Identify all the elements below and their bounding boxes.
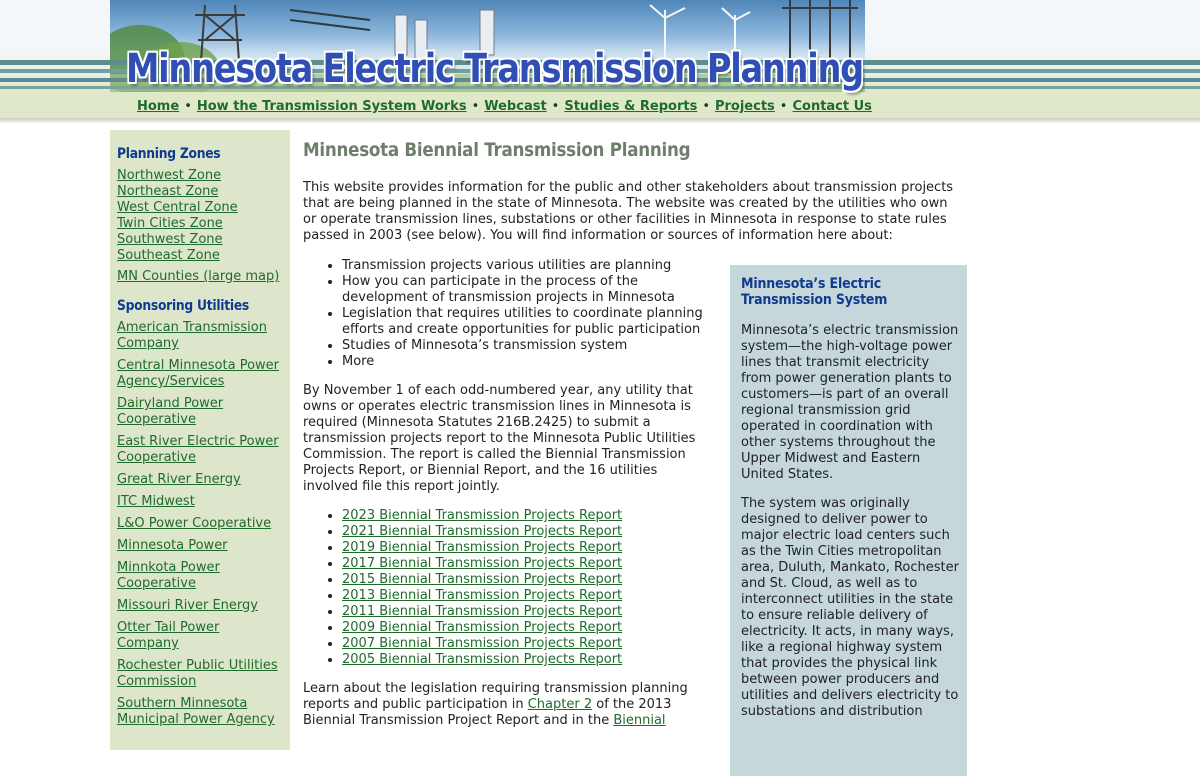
report-link-2019[interactable]: 2019 Biennial Transmission Projects Report	[342, 540, 623, 555]
zone-link-twin-cities[interactable]: Twin Cities Zone	[117, 216, 223, 231]
main-content	[303, 139, 963, 729]
list-item	[117, 516, 283, 532]
header-shadow	[0, 118, 1200, 124]
utility-link[interactable]: American Transmission Company	[117, 320, 267, 351]
sidebox-paragraph: Minnesota’s electric transmission system—the high-voltage power lines that transmit electricity from power generation plants to customers—is part of an overall regional transmission grid operated in coordination with other systems throughout the Upper Midwest and Eastern United States.	[741, 323, 959, 482]
nav-separator: •	[702, 99, 710, 114]
list-item	[117, 269, 283, 285]
list-item	[342, 572, 708, 588]
list-item	[117, 396, 283, 428]
utility-link[interactable]: ITC Midwest	[117, 494, 195, 509]
list-item	[117, 248, 283, 264]
report-link-2013[interactable]: 2013 Biennial Transmission Projects Report	[342, 588, 623, 603]
utility-link[interactable]: Dairyland Power Cooperative	[117, 396, 224, 427]
report-link-2011[interactable]: 2011 Biennial Transmission Projects Report	[342, 604, 623, 619]
list-item: • More	[342, 354, 708, 370]
list-item	[342, 604, 708, 620]
zone-link-southeast[interactable]: Southeast Zone	[117, 248, 220, 263]
list-item	[342, 588, 708, 604]
nav-separator: •	[471, 99, 480, 114]
report-link-2009[interactable]: 2009 Biennial Transmission Projects Report	[342, 620, 623, 635]
utility-link[interactable]: Central Minnesota Power Agency/Services	[117, 358, 279, 389]
utility-link[interactable]: Missouri River Energy	[117, 598, 258, 613]
list-item	[117, 494, 283, 510]
utility-link[interactable]: Southern Minnesota Municipal Power Agency	[117, 696, 275, 727]
report-link-2017[interactable]: 2017 Biennial Transmission Projects Report	[342, 556, 623, 571]
top-navigation	[137, 99, 872, 117]
site-header	[0, 0, 1200, 122]
utility-link[interactable]: L&O Power Cooperative	[117, 516, 272, 531]
list-item: • Legislation that requires utilities to coordinate planning efforts and create opportunities for public participation	[342, 306, 708, 338]
list-item	[117, 560, 283, 592]
list-item	[342, 620, 708, 636]
legislation-text: Learn about the legislation requiring transmission planning reports and public participation in	[303, 681, 688, 712]
report-link-2007[interactable]: 2007 Biennial Transmission Projects Report	[342, 636, 623, 651]
list-item	[342, 652, 708, 668]
main-left-column	[303, 258, 708, 729]
nav-home[interactable]: Home	[137, 99, 180, 114]
nav-studies-reports[interactable]: Studies & Reports	[564, 99, 698, 114]
biennial-link[interactable]: Biennial	[613, 713, 666, 728]
report-link-2015[interactable]: 2015 Biennial Transmission Projects Report	[342, 572, 623, 587]
list-item	[117, 472, 283, 488]
utility-link[interactable]: Otter Tail Power Company	[117, 620, 220, 651]
list-item: • How you can participate in the process of the development of transmission projects in Minnesota	[342, 274, 708, 306]
sidebox-paragraph: The system was originally designed to deliver power to major electric load centers such as the Twin Cities metropolitan area, Duluth, Mankato, Rochester and St. Cloud, as well as to interconnect utilities in the state to ensure reliable delivery of electricity. It acts, in many ways, like a regional highway system that provides the physical link between power producers and utilities and delivers electricity to substations and distribution	[741, 496, 959, 719]
list-item	[117, 620, 283, 652]
list-item	[342, 524, 708, 540]
utility-link[interactable]: Rochester Public Utilities Commission	[117, 658, 278, 689]
reports-list	[303, 508, 708, 668]
list-item	[342, 508, 708, 524]
utility-link[interactable]: Minnesota Power	[117, 538, 228, 553]
transmission-system-sidebox	[730, 265, 967, 776]
list-item	[117, 168, 283, 184]
list-item	[117, 696, 283, 728]
zone-link-southwest[interactable]: Southwest Zone	[117, 232, 223, 247]
counties-list	[117, 269, 283, 285]
list-item: • Studies of Minnesota’s transmission system	[342, 338, 708, 354]
nav-how-system-works[interactable]: How the Transmission System Works	[196, 99, 467, 114]
chapter-2-link[interactable]: Chapter 2	[527, 697, 593, 712]
planning-zones-list	[117, 168, 283, 264]
sidebox-title: Minnesota’s Electric Transmission System	[741, 276, 888, 308]
list-item	[117, 598, 283, 614]
legislation-text: of the 2013 Biennial Transmission Project Report and in the	[303, 697, 672, 728]
list-item	[117, 200, 283, 216]
report-link-2023[interactable]: 2023 Biennial Transmission Projects Report	[342, 508, 623, 523]
list-item	[342, 556, 708, 572]
list-item	[342, 636, 708, 652]
list-item	[117, 232, 283, 248]
page-title: Minnesota Biennial Transmission Planning	[303, 139, 691, 161]
list-item: • Transmission projects various utilities are planning	[342, 258, 708, 274]
list-item	[117, 358, 283, 390]
mn-counties-map-link[interactable]: MN Counties (large map)	[117, 269, 280, 284]
zone-link-northwest[interactable]: Northwest Zone	[117, 168, 222, 183]
utility-link[interactable]: Minnkota Power Cooperative	[117, 560, 220, 591]
list-item	[117, 184, 283, 200]
intro-paragraph: This website provides information for the public and other stakeholders about transmission projects that are being planned in the state of Minnesota. The website was created by the utilities who own or operate transmission lines, substations or other facilities in Minnesota in response to state rules passed in 2003 (see below). You will find information or sources of information here about:	[303, 180, 954, 243]
list-item	[342, 540, 708, 556]
nav-separator: •	[779, 99, 788, 114]
sponsoring-utilities-list	[117, 320, 283, 728]
report-link-2021[interactable]: 2021 Biennial Transmission Projects Report	[342, 524, 623, 539]
planning-zones-heading: Planning Zones	[117, 146, 221, 162]
legislation-paragraph	[303, 681, 708, 729]
list-item	[117, 320, 283, 352]
nav-webcast[interactable]: Webcast	[484, 99, 547, 114]
list-item	[117, 216, 283, 232]
utility-link[interactable]: Great River Energy	[117, 472, 241, 487]
list-item	[117, 434, 283, 466]
nav-separator: •	[184, 99, 192, 114]
nav-projects[interactable]: Projects	[714, 99, 775, 114]
biennial-report-paragraph: By November 1 of each odd-numbered year, any utility that owns or operates electric transmission lines in Minnesota is required (Minnesota Statutes 216B.2425) to submit a transmission projects report to the Minnesota Public Utilities Commission. The report is called the Biennial Transmission Projects Report, or Biennial Report, and the 16 utilities involved file this report jointly.	[303, 383, 696, 494]
utility-link[interactable]: East River Electric Power Cooperative	[117, 434, 279, 465]
topics-list	[303, 258, 708, 370]
list-item	[117, 658, 283, 690]
site-title: Minnesota Electric Transmission Planning	[126, 46, 863, 92]
left-sidebar	[110, 130, 290, 750]
nav-separator: •	[551, 99, 560, 114]
zone-link-west-central[interactable]: West Central Zone	[117, 200, 238, 215]
nav-contact-us[interactable]: Contact Us	[792, 99, 872, 114]
zone-link-northeast[interactable]: Northeast Zone	[117, 184, 219, 199]
list-item	[117, 538, 283, 554]
sponsoring-utilities-heading: Sponsoring Utilities	[117, 298, 249, 314]
report-link-2005[interactable]: 2005 Biennial Transmission Projects Report	[342, 652, 623, 667]
